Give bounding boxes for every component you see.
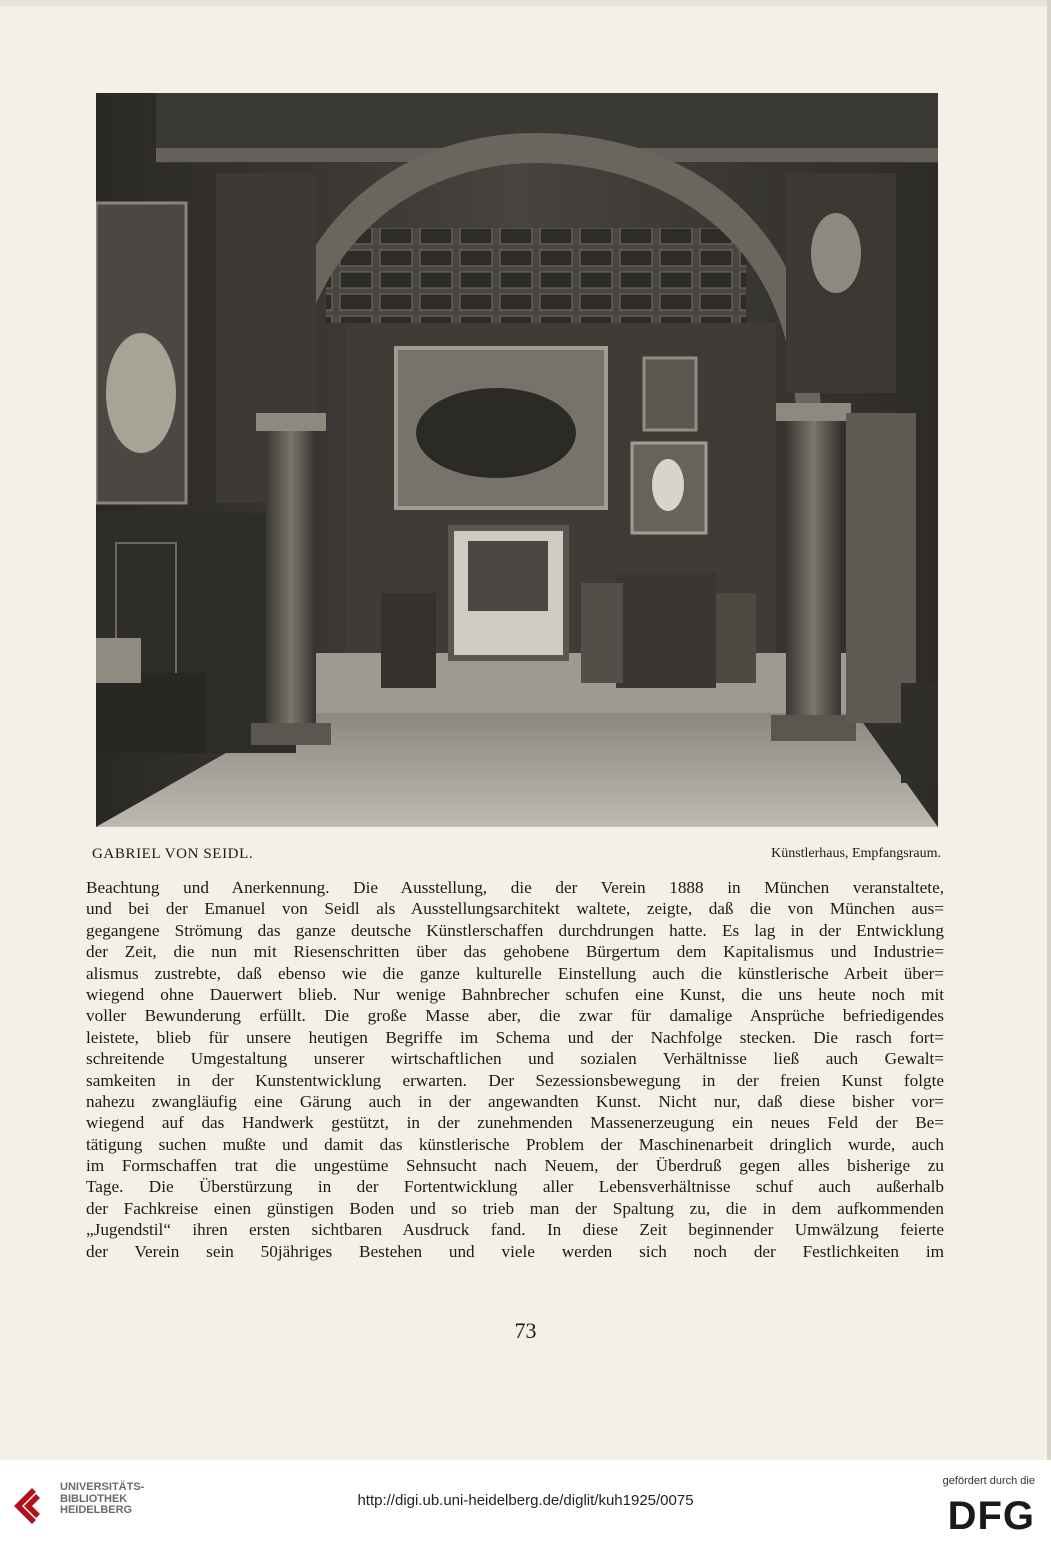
text-line: gegangene Strömung das ganze deutsche Künstlerschaffen durchdrungen hatte. Es lag in der Entwicklung [86,920,944,940]
text-line: wiegend ohne Dauerwert blieb. Nur wenige Bahnbrecher schufen eine Kunst, die uns heute noch mit [86,984,944,1004]
page-edge [0,0,1051,6]
text-line: der Verein sein 50jähriges Bestehen und viele werden sich noch der Festlichkeiten im [86,1241,944,1261]
text-line: samkeiten in der Kunstentwicklung erwarten. Der Sezessionsbewegung in der freien Kunst folgte [86,1070,944,1090]
body-text [86,877,944,1262]
text-line: und bei der Emanuel von Seidl als Ausstellungsarchitekt waltete, zeigte, daß die von München aus= [86,899,944,919]
page-number: 73 [514,1318,537,1343]
library-name-line: BIBLIOTHEK [60,1492,128,1505]
library-name-line: UNIVERSITÄTS- [60,1481,145,1493]
text-line: „Jugendstil“ ihren ersten sichtbaren Ausdruck fand. In diese Zeit beginnender Umwälzung feierte [86,1220,944,1240]
text-line: voller Bewunderung erfüllt. Die große Masse aber, die zwar für damalige Ansprüche befriedigendes [86,1006,944,1026]
text-line: der Zeit, die nun mit Riesenschritten über das gehobene Bürgertum dem Kapitalismus und Industrie= [86,942,944,962]
text-line: tätigung suchen mußte und damit das künstlerische Problem der Maschinenarbeit dringlich wurde, auch [86,1134,944,1154]
source-url-link[interactable]: http://digi.ub.uni-heidelberg.de/diglit/kuh1925/0075 [357,1492,694,1509]
figure-caption-title: Künstlerhaus, Empfangsraum. [771,846,941,861]
interior-photograph [96,93,938,827]
text-line: nahezu zwangläufig eine Gärung auch in der angewandten Kunst. Nicht nur, daß diese bisher vor= [86,1091,944,1111]
text-line: wiegend auf das Handwerk gestützt, in der zunehmenden Massenerzeugung ein neues Feld der Be= [86,1113,944,1133]
text-line: alismus zustrebte, daß ebenso wie die ganze kulturelle Einstellung auch die künstlerische Arbeit über= [86,963,944,983]
text-line: schreitende Umgestaltung unserer wirtschaftlichen und sozialen Verhältnisse ließ auch Gewalt= [86,1049,944,1069]
text-line: der Fachkreise einen günstigen Boden und so trieb man der Spaltung zu, die in dem aufkommenden [86,1198,944,1218]
page-edge-shadow [1047,0,1051,1460]
funder-label: gefördert durch die [942,1475,1035,1487]
figure-caption-artist: GABRIEL VON SEIDL. [92,846,254,862]
library-name-line: HEIDELBERG [60,1504,133,1516]
text-line: Beachtung und Anerkennung. Die Ausstellung, die der Verein 1888 in München veranstaltete, [86,878,944,897]
text-line: im Formschaffen trat die ungestüme Sehnsucht nach Neuem, der Überdruß gegen alles bisherige zu [86,1156,944,1176]
text-line: leistete, blieb für unsere heutigen Begriffe im Schema und der Nachfolge stecken. Die rasch fort= [86,1027,944,1047]
dfg-logo: DFG [947,1494,1035,1538]
footer-bar [0,1460,1051,1547]
text-line: Tage. Die Überstürzung in der Fortentwicklung aller Lebensverhältnisse schuf auch außerhalb [86,1177,944,1197]
